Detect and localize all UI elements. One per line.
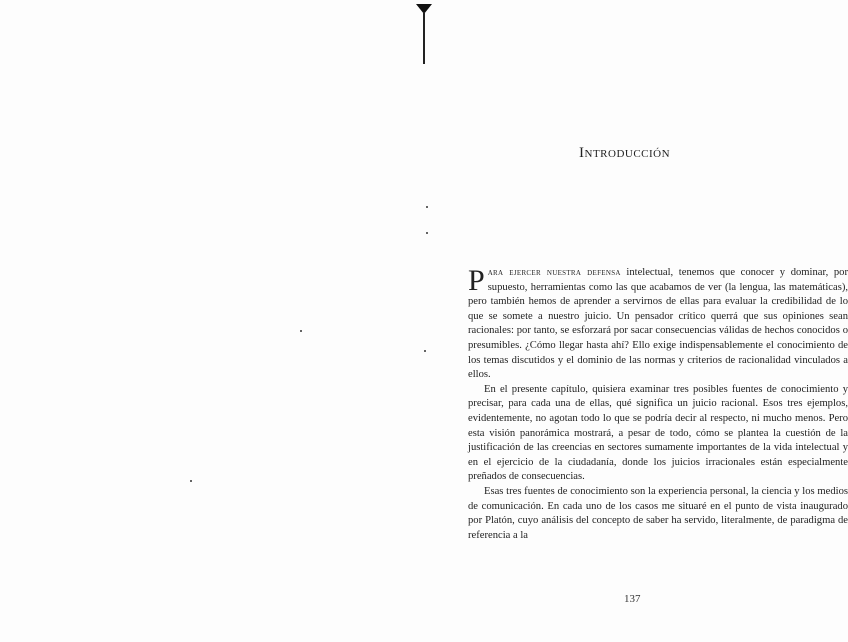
scan-speck <box>300 330 302 332</box>
scan-speck <box>190 480 192 482</box>
lead-smallcaps: ara ejercer nuestra defensa <box>487 267 621 278</box>
paragraph-2: En el presente capítulo, quisiera examinar tres posibles fuentes de conocimiento y precisar, para cada una de ellas, qué significa un juicio racional. Esos tres ejemplos, evidentemente, no agotan todo lo que se podría decir al respecto, ni mucho menos. Pero esta visión panorámica mostrará, a pesar de todo, cómo se plantea la cuestión de la justificación de las creencias en sectores sumamente importantes de la vida intelectual y en el ejercicio de la ciudadanía, donde los juicios irracionales están especialmente preñados de consecuencias. <box>468 383 848 483</box>
paragraph-3: Esas tres fuentes de conocimiento son la experiencia personal, la ciencia y los medios de comunicación. En cada uno de los casos me situaré en el punto de vista inaugurado por Platón, cuyo análisis del concepto de saber ha servido, literalmente, de paradigma de referencia a la <box>468 485 848 541</box>
body-text <box>468 266 848 543</box>
chapter-title: Introducción <box>579 145 671 161</box>
paragraph-1-rest: intelectual, tenemos que conocer y dominar, por supuesto, herramientas como las que acabamos de ver (la lengua, las matemáticas), pero también hemos de aprender a servirnos de ellas para evaluar la credibilidad de lo que se somete a nuestro juicio. Un pensador crítico querrá que sus opiniones sean racionales: por tanto, se esforzará por sacar consecuencias válidas de hechos conocidos o presumibles. ¿Cómo llegar hasta ahí? Ello exige indispensablemente el conocimiento de los temas discutidos y el dominio de las normas y criterios de racionalidad vinculados a ellos. <box>468 267 848 381</box>
right-page <box>424 0 848 642</box>
paragraph-1 <box>468 266 848 383</box>
drop-cap: P <box>468 264 485 297</box>
page-number: 137 <box>624 593 641 605</box>
